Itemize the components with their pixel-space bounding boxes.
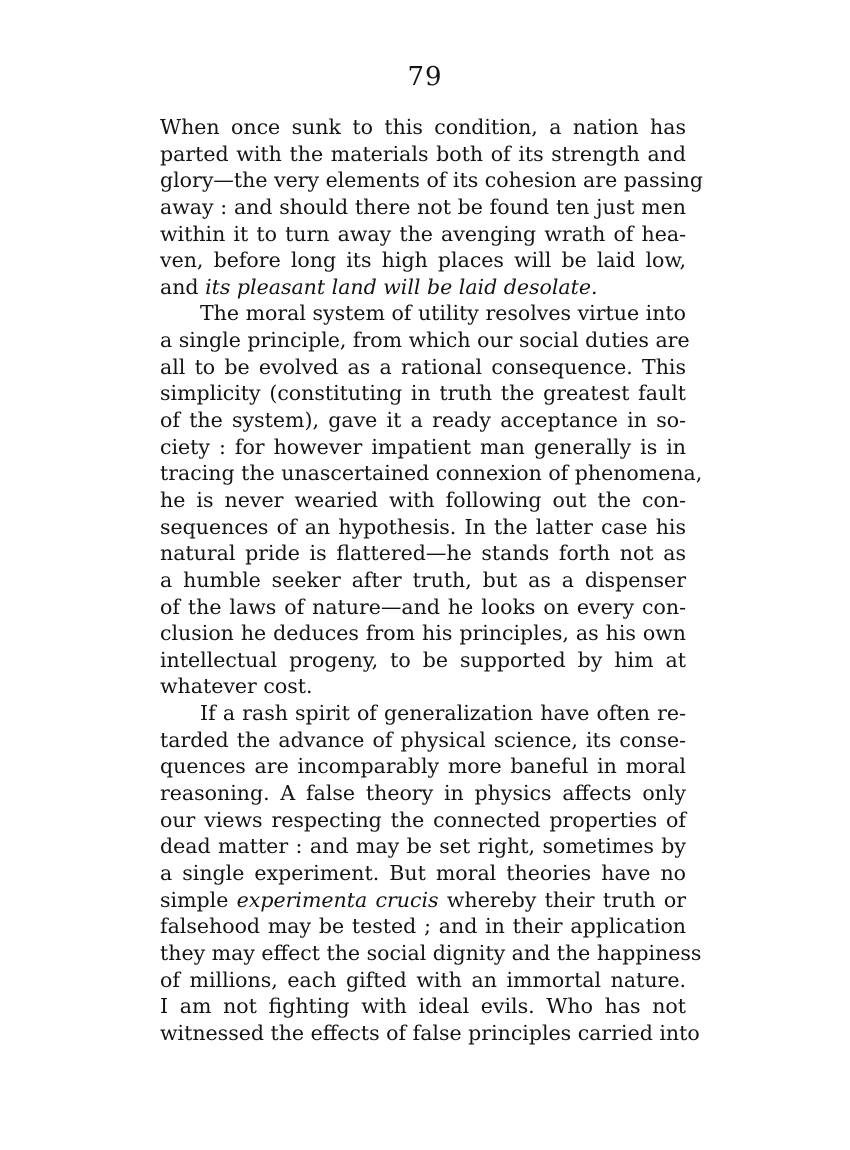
text-line: he is never wearied with following out the con- — [160, 487, 686, 512]
text-line: they may effect the social dignity and the happiness — [160, 940, 702, 965]
text-line: of the laws of nature—and he looks on every con- — [160, 594, 686, 619]
text-line: tracing the unascertained connexion of phenomena, — [160, 461, 703, 486]
text-line: If a rash spirit of generalization have often re- — [200, 701, 686, 726]
text-line-italic — [160, 274, 686, 301]
text-line: I am not fighting with ideal evils. Who has not — [160, 994, 686, 1019]
body-text — [160, 114, 703, 1046]
text-line: of millions, each gifted with an immortal nature. — [160, 967, 686, 992]
text-line: reasoning. A false theory in physics affects only — [160, 781, 686, 806]
text-line: glory—the very elements of its cohesion are passing — [160, 168, 703, 193]
text-line: our views respecting the connected properties of — [160, 807, 686, 832]
paragraph-1 — [160, 114, 703, 300]
text-line: simplicity (constituting in truth the greatest fault — [160, 381, 686, 406]
text-line: ciety : for however impatient man generally is in — [160, 434, 686, 459]
text-line: falsehood may be tested ; and in their application — [160, 914, 686, 939]
italic-phrase: experimenta crucis — [236, 887, 439, 912]
text-line: natural pride is flattered—he stands forth not as — [160, 541, 686, 566]
text-line: tarded the advance of physical science, its conse- — [160, 727, 686, 752]
text-line: whatever cost. — [160, 674, 313, 699]
text-line: dead matter : and may be set right, sometimes by — [160, 834, 686, 859]
text-line: all to be evolved as a rational consequence. This — [160, 354, 686, 379]
text-line: When once sunk to this condition, a nation has — [160, 115, 686, 139]
paragraph-2 — [160, 300, 703, 700]
text-segment: and — [160, 274, 206, 299]
text-line: The moral system of utility resolves virtue into — [200, 301, 686, 326]
text-line: intellectual progeny, to be supported by him at — [160, 647, 686, 672]
text-line: a single experiment. But moral theories have no — [160, 860, 686, 885]
text-line: a single principle, from which our social duties are — [160, 328, 690, 353]
text-line: parted with the materials both of its strength and — [160, 141, 686, 166]
text-line: a humble seeker after truth, but as a dispenser — [160, 567, 686, 592]
text-line: sequences of an hypothesis. In the latter case his — [160, 514, 686, 539]
text-line: of the system), gave it a ready acceptance in so- — [160, 408, 686, 433]
text-segment: simple — [160, 887, 237, 912]
text-segment: whereby their truth or — [438, 887, 687, 912]
paragraph-3 — [160, 700, 702, 1046]
text-line: away : and should there not be found ten just men — [160, 194, 686, 219]
text-line: quences are incomparably more baneful in moral — [160, 754, 686, 779]
text-line: within it to turn away the avenging wrath of hea- — [160, 221, 686, 246]
text-line: clusion he deduces from his principles, as his own — [160, 621, 686, 646]
text-line: witnessed the effects of false principles carried into — [160, 1020, 700, 1045]
text-line-italic — [160, 887, 686, 914]
page-number: 79 — [407, 62, 443, 92]
text-line: ven, before long its high places will be laid low, — [160, 248, 686, 273]
italic-phrase: its pleasant land will be laid desolate. — [205, 274, 598, 299]
